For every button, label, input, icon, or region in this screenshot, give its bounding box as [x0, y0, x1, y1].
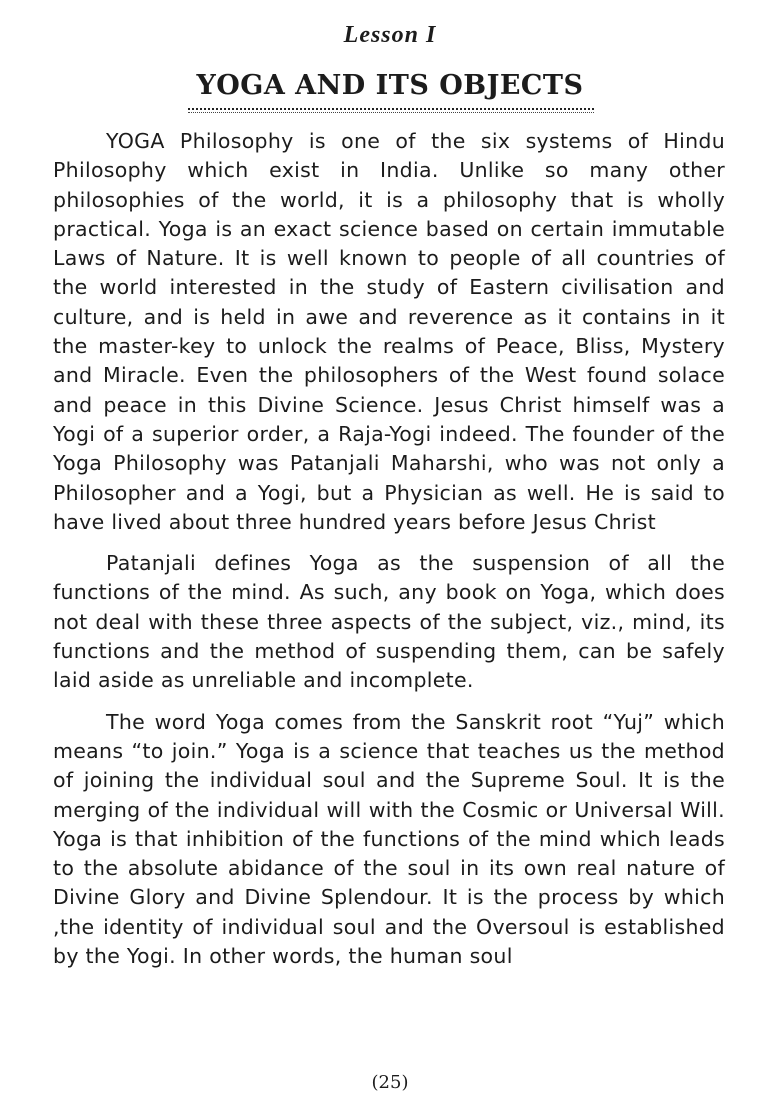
title-underline	[188, 108, 594, 110]
chapter-title: YOGA AND ITS OBJECTS	[196, 70, 584, 101]
paragraph-3: The word Yoga comes from the Sanskrit root “Yuj” which means “to join.” Yoga is a science that teaches us the method of joining the individual soul and the Supreme Soul. It is the merging of the individual will with the Cosmic or Universal Will. Yoga is that inhibition of the functions of the mind which leads to the absolute abidance of the soul in its own real nature of Divine Glory and Divine Splendour. It is the process by which ,the identity of individual soul and the Oversoul is established by the Yogi. In other words, the human soul	[53, 709, 725, 969]
body-text	[53, 127, 725, 971]
title-underline-secondary	[188, 112, 594, 113]
lesson-label: Lesson I	[343, 22, 437, 48]
page-number: (25)	[371, 1072, 409, 1093]
paragraph-2: Patanjali defines Yoga as the suspension of all the functions of the mind. As such, any book on Yoga, which does not deal with these three aspects of the subject, viz., mind, its functions and the method of suspending them, can be safely laid aside as unreliable and incomplete.	[53, 551, 725, 693]
paragraph-1: YOGA Philosophy is one of the six systems of Hindu Philosophy which exist in India. Unlike so many other philosophies of the world, it is a philosophy that is wholly practical. Yoga is an exact science based on certain immutable Laws of Nature. It is well known to people of all countries of the world interested in the study of Eastern civilisation and culture, and is held in awe and reverence as it contains in it the master-key to unlock the realms of Peace, Bliss, Mystery and Miracle. Even the philosophers of the West found solace and peace in this Divine Science. Jesus Christ himself was a Yogi of a superior order, a Raja-Yogi indeed. The founder of the Yoga Philosophy was Patanjali Maharshi, who was not only a Philosopher and a Yogi, but a Physician as well. He is said to have lived about three hundred years before Jesus Christ	[53, 129, 725, 534]
